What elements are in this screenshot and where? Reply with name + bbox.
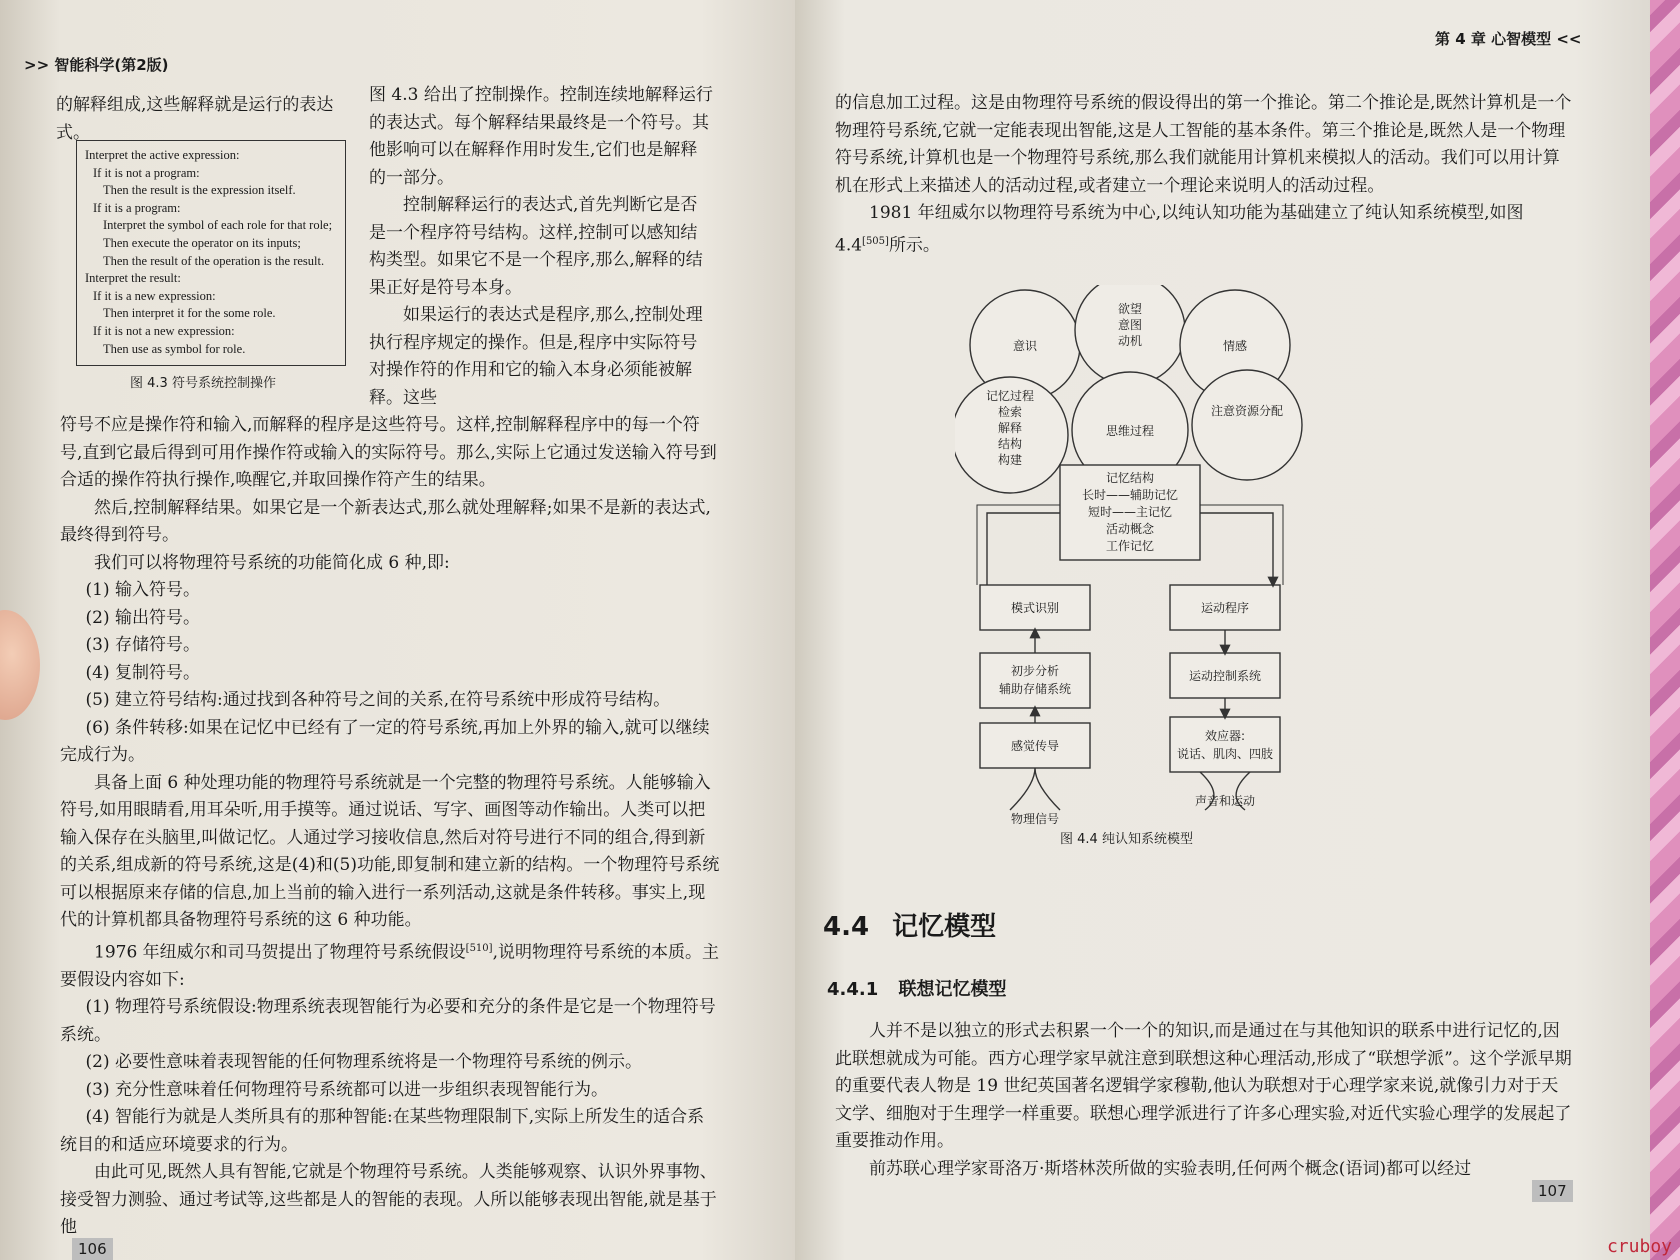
arrow-memory-to-motor xyxy=(1200,513,1273,585)
diagram-label: 长时——辅助记忆 xyxy=(1081,488,1179,502)
diagram-label: 情感 xyxy=(1222,339,1248,353)
diagram-label: 注意资源分配 xyxy=(1210,404,1284,418)
function-list xyxy=(60,577,720,770)
list-item: (3) 存储符号。 xyxy=(85,635,200,655)
paragraph xyxy=(835,200,1575,260)
citation-ref: [510] xyxy=(465,942,493,954)
subsection-heading xyxy=(827,975,1007,1001)
figure-4-4-caption: 图 4.4 纯认知系统模型 xyxy=(1060,832,1193,847)
diagram-label: 构建 xyxy=(997,453,1023,467)
paragraph: 符号不应是操作符和输入,而解释的程序是这些符号。这样,控制解释程序中的每一个符号,直到它最后得到可用作操作符或输入的实际符号。那么,实际上它通过发送输入符号到合适的操作符执行操作,唤醒它,并取回操作符产生的结果。 xyxy=(60,415,717,490)
diagram-label: 工作记忆 xyxy=(1105,539,1155,553)
para2-text-a: 1981 年纽威尔以物理符号系统为中心,以纯认知功能为基础建立了纯认知系统模型,如图 4.4 xyxy=(835,203,1524,256)
diagram-label: 物理信号 xyxy=(1010,812,1060,825)
list-item: (2) 输出符号。 xyxy=(85,607,200,628)
diagram-label: 思维过程 xyxy=(1105,424,1155,438)
paragraph: 我们可以将物理符号系统的功能简化成 6 种,即: xyxy=(94,552,450,573)
code-line: Then the result of the operation is the result. xyxy=(103,253,325,268)
right-body-text xyxy=(835,1018,1575,1183)
diagram-label: 声音和运动 xyxy=(1194,794,1256,808)
subsection-title: 联想记忆模型 xyxy=(898,979,1007,1000)
code-line: Interpret the result: xyxy=(85,271,181,286)
citation-ref: [505] xyxy=(862,235,889,247)
paragraph: 由此可见,既然人具有智能,它就是个物理符号系统。人类能够观察、认识外界事物、接受智力测验、通过考试等,这些都是人的智能的表现。人所以能够表现出智能,就是基于他 xyxy=(60,1162,717,1238)
finger-thumb xyxy=(0,610,40,720)
code-line: Then interpret it for the some role. xyxy=(103,306,276,321)
figure-4-3-code-box xyxy=(76,140,346,366)
section-number: 4.4 xyxy=(823,912,870,942)
left-body-text xyxy=(60,412,720,1242)
code-line: Then execute the operator on its inputs; xyxy=(103,235,301,250)
diagram-label: 解释 xyxy=(997,421,1023,435)
para2-text-b: 所示。 xyxy=(888,235,940,256)
code-line: Then the result is the expression itself. xyxy=(103,183,296,198)
right-running-header xyxy=(1435,28,1581,49)
box-preliminary-analysis xyxy=(980,653,1090,708)
list-item: (4) 复制符号。 xyxy=(85,662,200,683)
code-line: If it is not a new expression: xyxy=(93,323,235,338)
watermark: cruboy xyxy=(1606,1236,1672,1257)
arrow-memory-to-motor-outline xyxy=(1200,505,1283,585)
paragraph: 人并不是以独立的形式去积累一个一个的知识,而是通过在与其他知识的联系中进行记忆的,因此联想就成为可能。西方心理学家早就注意到联想这种心理活动,形成了“联想学派”。这个学派早期的重要代表人物是 19 世纪英国著名逻辑学家穆勒,他认为联想对于心理学家来说,就像引力对于天文学、细胞对于生理学一样重要。联想心理学派进行了许多心理实验,对近代实验心理学的发展起了重要推动作用。 xyxy=(835,1021,1572,1151)
hyp-text-a: 1976 年纽威尔和司马贺提出了物理符号系统假设 xyxy=(94,942,466,963)
diagram-label: 结构 xyxy=(997,437,1023,451)
paragraph: 具备上面 6 种处理功能的物理符号系统就是一个完整的物理符号系统。人能够输入符号,如用眼睛看,用耳朵听,用手摸等。通过说话、写字、画图等动作输出。人类可以把输入保存在头脑里,叫做记忆。人通过学习接收信息,然后对符号进行不同的组合,得到新的关系,组成新的符号系统,这是(4)和(5)功能,即复制和建立新的结构。一个物理符号系统可以根据原来存储的信息,加上当前的输入进行一系列活动,这就是条件转移。事实上,现代的计算机都具备物理符号系统的这 6 种功能。 xyxy=(60,772,720,930)
section-heading xyxy=(823,906,996,943)
header-marker: << xyxy=(1556,30,1582,48)
list-item: (1) 物理符号系统假设:物理系统表现智能行为必要和充分的条件是它是一个物理符号系统。 xyxy=(60,997,716,1045)
diagram-label: 动机 xyxy=(1117,334,1143,348)
chapter-title: 第 4 章 心智模型 xyxy=(1435,30,1552,48)
diagram-label: 意图 xyxy=(1117,318,1143,332)
code-line: If it is not a program: xyxy=(93,165,200,180)
code-line: If it is a program: xyxy=(93,200,181,215)
code-line: Interpret the active expression: xyxy=(85,148,240,162)
paragraph: 然后,控制解释结果。如果它是一个新表达式,那么就处理解释;如果不是新的表达式,最终得到符号。 xyxy=(60,497,711,545)
diagram-label: 记忆过程 xyxy=(985,389,1035,403)
diagram-label: 运动控制系统 xyxy=(1188,669,1262,683)
diagram-label: 效应器: xyxy=(1204,729,1246,743)
figure-4-4-diagram xyxy=(955,285,1375,825)
code-line: Interpret the symbol of each role for that role; xyxy=(103,218,333,233)
subsection-number: 4.4.1 xyxy=(827,979,879,1000)
list-item: (2) 必要性意味着表现智能的任何物理系统将是一个物理符号系统的例示。 xyxy=(85,1052,642,1073)
header-marker: >> xyxy=(24,56,50,74)
paragraph: 如果运行的表达式是程序,那么,控制处理执行程序规定的操作。但是,程序中实际符号对操作符的作用和它的输入本身必须能被解释。这些 xyxy=(369,305,703,408)
paragraph: 图 4.3 给出了控制操作。控制连续地解释运行的表达式。每个解释结果最终是一个符号。其他影响可以在解释作用时发生,它们也是解释的一部分。 xyxy=(369,85,713,188)
diagram-label: 检索 xyxy=(997,405,1023,419)
hyp-text-b: ,说明物理符号系统的本质。主要假设内容如下: xyxy=(60,942,719,990)
paragraph: 控制解释运行的表达式,首先判断它是否是一个程序符号结构。这样,控制可以感知结构类型。如果它不是一个程序,那么,解释的结果正好是符号本身。 xyxy=(369,195,703,298)
book-title: 智能科学(第2版) xyxy=(54,56,169,74)
intro-line: 的解释组成,这些解释就是运行的表达式。 xyxy=(56,95,334,143)
diagram-label: 模式识别 xyxy=(1010,601,1060,615)
circle-attention xyxy=(1192,370,1302,480)
right-page xyxy=(795,0,1650,1260)
diagram-label: 感觉传导 xyxy=(1010,739,1060,753)
list-item: (1) 输入符号。 xyxy=(85,580,200,600)
hypothesis-list xyxy=(60,994,720,1159)
diagram-label: 记忆结构 xyxy=(1105,471,1155,485)
list-item: (3) 充分性意味着任何物理符号系统都可以进一步组织表现智能行为。 xyxy=(85,1079,608,1100)
list-item: (4) 智能行为就是人类所具有的那种智能:在某些物理限制下,实际上所发生的适合系统目的和适应环境要求的行为。 xyxy=(60,1107,705,1155)
right-page-number: 107 xyxy=(1532,1180,1573,1202)
list-item: (5) 建立符号结构:通过找到各种符号之间的关系,在符号系统中形成符号结构。 xyxy=(85,690,671,710)
code-line: Then use as symbol for role. xyxy=(103,341,246,356)
left-running-header xyxy=(24,54,169,75)
box-effector xyxy=(1170,717,1280,772)
arrow-pattern-to-memory xyxy=(987,513,1060,585)
diagram-label: 运动程序 xyxy=(1200,601,1250,615)
list-item: (6) 条件转移:如果在记忆中已经有了一定的符号系统,再加上外界的输入,就可以继续完成行为。 xyxy=(60,717,710,765)
code-line: If it is a new expression: xyxy=(93,288,216,303)
diagram-label: 初步分析 xyxy=(1010,664,1060,678)
section-title: 记忆模型 xyxy=(892,912,997,942)
diagram-label: 意识 xyxy=(1012,339,1038,353)
paragraph: 的信息加工过程。这是由物理符号系统的假设得出的第一个推论。第二个推论是,既然计算机是一个物理符号系统,它就一定能表现出智能,这是人工智能的基本条件。第三个推论是,既然人是一个物理符号系统,计算机也是一个物理符号系统,那么我们就能用计算机来模拟人的活动。我们可以用计算机在形式上来描述人的活动过程,或者建立一个理论来说明人的活动过程。 xyxy=(835,93,1572,196)
right-intro-text xyxy=(835,90,1575,260)
diagram-label: 说话、肌肉、四肢 xyxy=(1176,747,1274,761)
left-page xyxy=(0,0,795,1260)
paragraph: 前苏联心理学家哥洛万·斯塔林茨所做的实验表明,任何两个概念(语词)都可以经过 xyxy=(869,1158,1472,1179)
arrow-pattern-to-memory-outline xyxy=(977,505,1060,585)
paragraph xyxy=(60,935,720,995)
wrap-text xyxy=(369,82,714,412)
diagram-label: 活动概念 xyxy=(1105,522,1155,536)
diagram-label: 辅助存储系统 xyxy=(998,682,1072,696)
arrow-signal-in xyxy=(1010,768,1060,810)
left-page-number: 106 xyxy=(72,1238,113,1260)
diagram-label: 欲望 xyxy=(1117,302,1143,316)
diagram-label: 短时——主记忆 xyxy=(1087,505,1173,519)
figure-4-3-caption: 图 4.3 符号系统控制操作 xyxy=(130,376,276,391)
